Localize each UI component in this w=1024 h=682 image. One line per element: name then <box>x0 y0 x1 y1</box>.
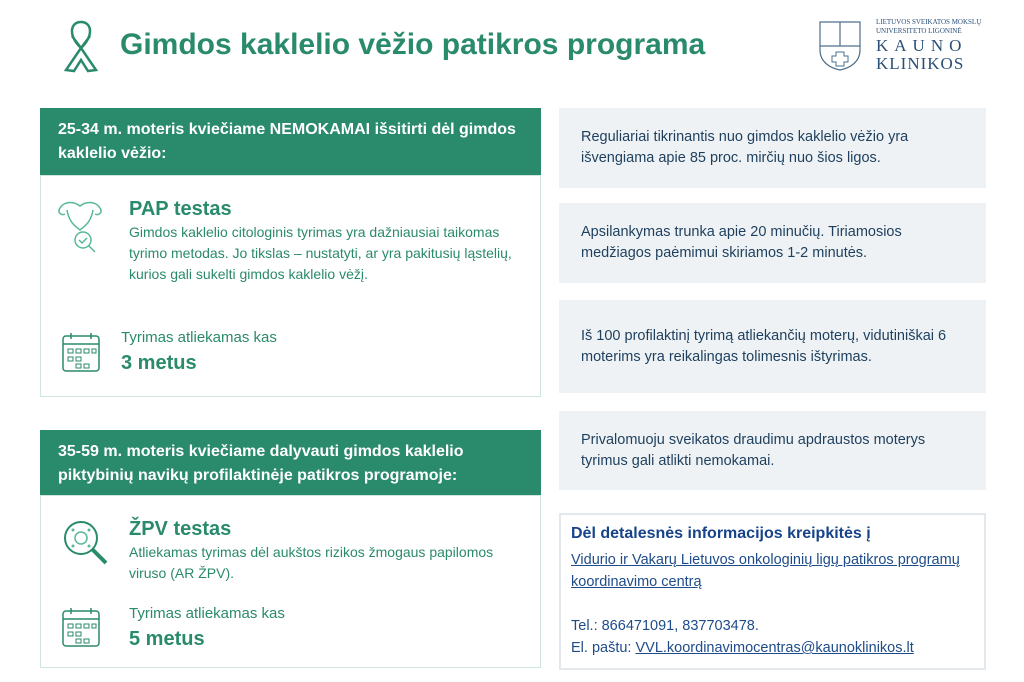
logo-kauno: KAUNO <box>876 36 968 55</box>
ribbon-icon <box>58 18 104 74</box>
calendar-icon <box>61 331 101 373</box>
fact-box <box>559 203 986 283</box>
uterus-magnifier-icon <box>55 196 105 254</box>
section1-heading: 25-34 m. moteris kviečiame NEMOKAMAI išsitirti dėl gimdos kaklelio vėžio: <box>40 108 541 175</box>
frequency-value: 5 metus <box>129 628 205 650</box>
section2-heading: 35-59 m. moteris kviečiame dalyvauti gimdos kaklelio piktybinių navikų profilaktinėje patikros programoje: <box>40 430 541 495</box>
fact-text: Apsilankymas trunka apie 20 minučių. Tiriamosios medžiagos paėmimui skiriamos 1-2 minutės. <box>581 224 902 261</box>
page-title: Gimdos kaklelio vėžio patikros programa <box>120 28 706 61</box>
virus-magnifier-icon <box>61 518 111 568</box>
fact-box <box>559 108 986 188</box>
fact-box <box>559 411 986 490</box>
logo-subtitle-1: LIETUVOS SVEIKATOS MOKSLŲ <box>876 18 982 26</box>
frequency-label: Tyrimas atliekamas kas <box>121 329 277 346</box>
test-name: ŽPV testas <box>129 518 232 540</box>
section2-card <box>40 495 541 668</box>
test-description: Gimdos kaklelio citologinis tyrimas yra dažniausiai taikomas tyrimo metodas. Jo tikslas – nustatyti, ar yra pakitusių ląstelių, kurios gali sukelti gimdos kaklelio vėžį. <box>129 224 512 282</box>
contact-heading: Dėl detalesnės informacijos kreipkitės į <box>571 525 871 542</box>
frequency-label: Tyrimas atliekamas kas <box>129 605 285 622</box>
fact-box <box>559 300 986 393</box>
email-label: El. paštu: <box>571 640 632 656</box>
kauno-klinikos-logo <box>818 18 988 74</box>
frequency-value: 3 metus <box>121 352 197 374</box>
contact-box <box>559 513 986 670</box>
test-description: Atliekamas tyrimas dėl aukštos rizikos žmogaus papilomos viruso (AR ŽPV). <box>129 544 494 581</box>
email-link[interactable]: VVL.koordinavimocentras@kaunoklinikos.lt <box>635 640 914 656</box>
test-name: PAP testas <box>129 198 232 220</box>
shield-icon <box>818 20 862 72</box>
logo-subtitle-2: UNIVERSITETO LIGONINĖ <box>876 27 962 35</box>
coordination-center-link[interactable]: Vidurio ir Vakarų Lietuvos onkologinių ligų patikros programų koordinavimo centrą <box>571 552 960 590</box>
fact-text: Privalomuoju sveikatos draudimu apdraustos moterys tyrimus gali atlikti nemokamai. <box>581 431 926 469</box>
fact-text: Reguliariai tikrinantis nuo gimdos kaklelio vėžio yra išvengiama apie 85 proc. mirčių nuo šios ligos. <box>581 129 909 166</box>
contact-phone: Tel.: 866471091, 837703478. <box>571 618 759 634</box>
fact-text: Iš 100 profilaktinį tyrimą atliekančių moterų, vidutiniškai 6 moterims yra reikalingas tolimesnis ištyrimas. <box>581 327 947 365</box>
calendar-icon <box>61 606 101 648</box>
section1-card <box>40 175 541 397</box>
logo-klinikos: KLINIKOS <box>876 54 965 73</box>
